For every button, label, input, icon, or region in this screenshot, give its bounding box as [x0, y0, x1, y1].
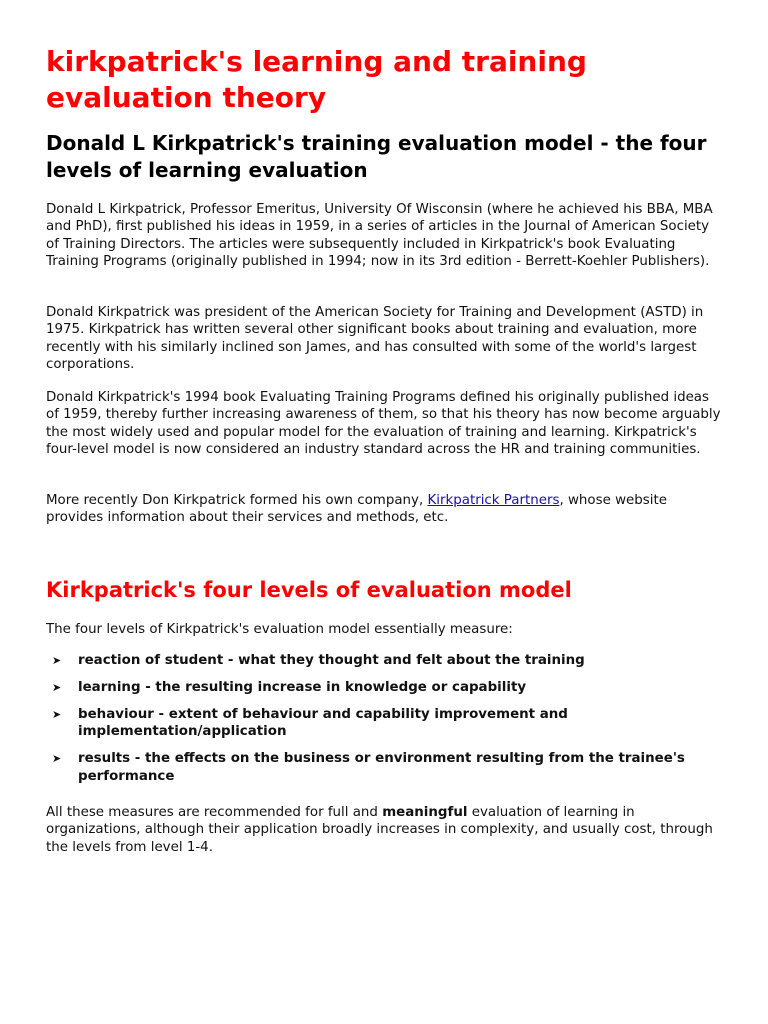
list-item-text: learning - the resulting increase in knowledge or capability — [78, 679, 527, 695]
section-outro-text-before: All these measures are recommended for full and — [46, 805, 383, 820]
arrowhead-bullet-icon: ➤ — [52, 752, 62, 766]
paragraph-astd-president: Donald Kirkpatrick was president of the American Society for Training and Development (ASTD) in 1975. Kirkpatrick has written several other significant books about training and evaluation, more recently with his similarly inclined son James, and has consulted with some of the world's largest corporations. — [46, 305, 704, 373]
list-item — [52, 652, 732, 669]
section-intro: The four levels of Kirkpatrick's evaluation model essentially measure: — [46, 622, 513, 637]
arrowhead-bullet-icon: ➤ — [52, 707, 62, 721]
page-title: kirkpatrick's learning and training evaluation theory — [46, 45, 587, 114]
list-item — [52, 679, 732, 696]
arrowhead-bullet-icon: ➤ — [52, 654, 62, 667]
section-title: Kirkpatrick's four levels of evaluation model — [46, 578, 572, 602]
list-item — [52, 706, 732, 741]
list-item-text: reaction of student - what they thought and felt about the training — [78, 653, 585, 668]
section-outro — [46, 804, 726, 856]
levels-list — [52, 652, 732, 794]
section-outro-text-after: evaluation of learning in organizations, although their application broadly increases in complexity, and usually cost, through the levels from level 1-4. — [46, 805, 713, 855]
list-item — [52, 750, 732, 785]
page-subtitle: Donald L Kirkpatrick's training evaluation model - the four levels of learning evaluation — [46, 131, 707, 182]
arrowhead-bullet-icon: ➤ — [52, 680, 62, 694]
list-item-text: behaviour - extent of behaviour and capability improvement and implementation/application — [78, 706, 568, 740]
paragraph-company-text-after: , whose website provides information about their services and methods, etc. — [46, 493, 667, 526]
paragraph-company — [46, 492, 726, 527]
paragraph-book: Donald Kirkpatrick's 1994 book Evaluating Training Programs defined his originally published ideas of 1959, thereby further increasing awareness of them, so that his theory has now become arguably the most widely used and popular model for the evaluation of training and learning. Kirkpatrick's four-level model is now considered an industry standard across the HR and training communities. — [46, 390, 721, 458]
section-outro-emphasis: meaningful — [382, 805, 468, 820]
list-item-text: results - the effects on the business or environment resulting from the trainee's performance — [78, 751, 685, 784]
paragraph-company-text-before: More recently Don Kirkpatrick formed his own company, — [46, 493, 428, 508]
paragraph-background: Donald L Kirkpatrick, Professor Emeritus, University Of Wisconsin (where he achieved his BBA, MBA and PhD), first published his ideas in 1959, in a series of articles in the Journal of American Society of Training Directors. The articles were subsequently included in Kirkpatrick's book Evaluating Training Programs (originally published in 1994; now in its 3rd edition - Berrett-Koehler Publishers). — [46, 202, 713, 270]
kirkpatrick-partners-link[interactable]: Kirkpatrick Partners — [427, 493, 560, 508]
